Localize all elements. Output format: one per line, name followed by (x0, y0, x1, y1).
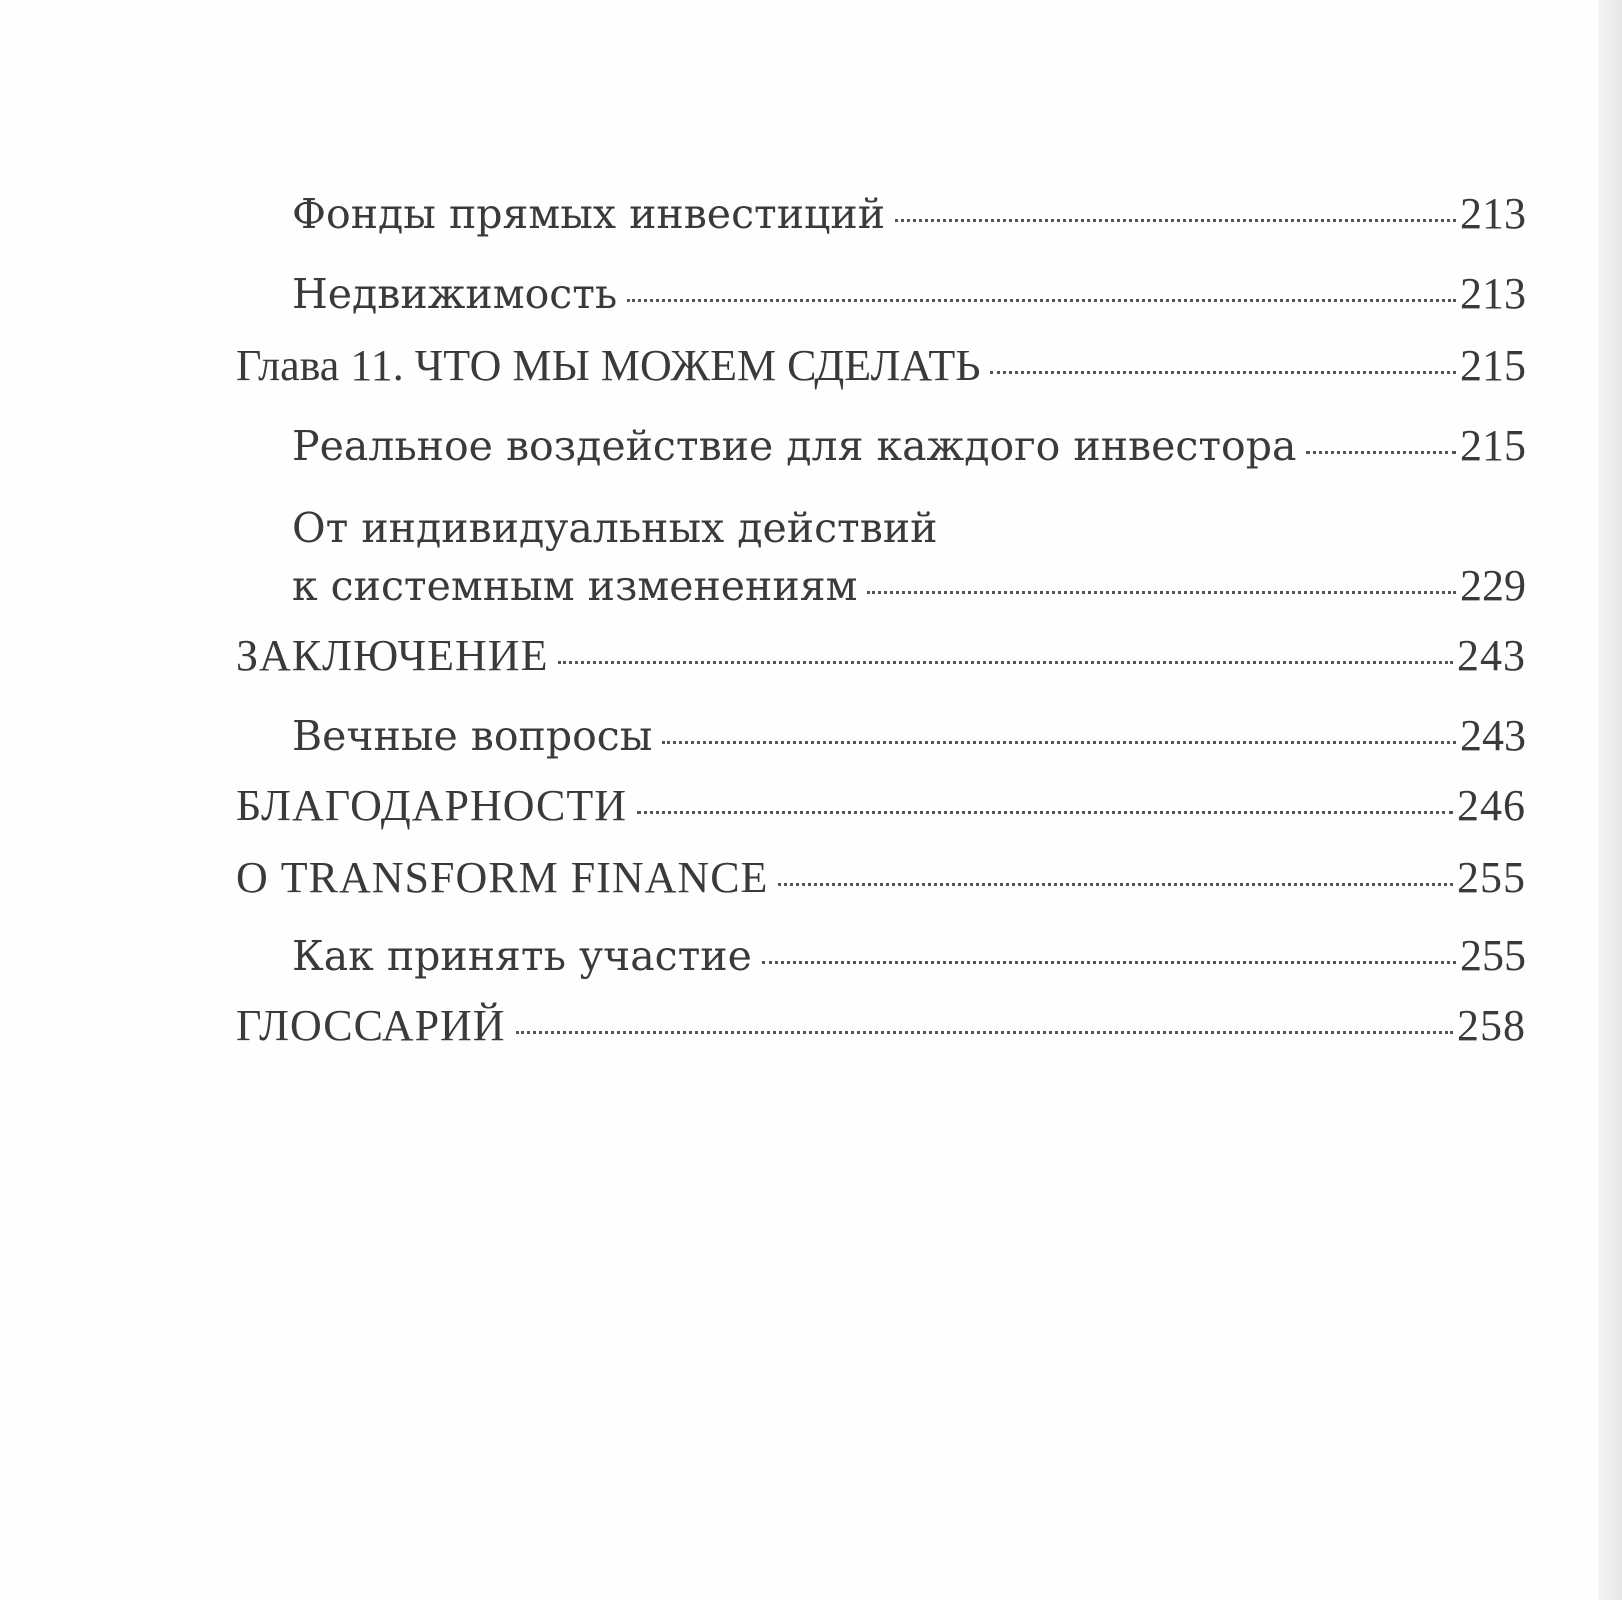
toc-entry-real-impact (292, 421, 1526, 470)
dot-leader (637, 811, 1453, 814)
toc-entry-title: Как принять участие (292, 932, 752, 980)
toc-entry-page: 255 (1460, 931, 1526, 980)
toc-entry-systemic-change (292, 561, 1526, 610)
dot-leader (1306, 451, 1456, 454)
toc-entry-title: Фонды прямых инвестиций (292, 190, 886, 238)
dot-leader (627, 299, 1456, 302)
toc-entry-page: 243 (1457, 631, 1526, 680)
dot-leader (778, 883, 1453, 886)
toc-entry-page: 243 (1460, 711, 1526, 760)
toc-entry-page: 258 (1457, 1001, 1526, 1050)
toc-entry-page: 246 (1457, 781, 1526, 830)
dot-leader (662, 741, 1456, 744)
toc-entry-title: Недвижимость (292, 270, 618, 318)
toc-entry-title: Глава 11. ЧТО МЫ МОЖЕМ СДЕЛАТЬ (236, 341, 981, 390)
toc-entry-title: ГЛОССАРИЙ (236, 1001, 506, 1050)
toc-entry-title-line1: От индивидуальных действий (292, 504, 938, 552)
toc-entry-conclusion (236, 631, 1526, 680)
toc-entry-title: БЛАГОДАРНОСТИ (236, 781, 628, 830)
toc-entry-page: 213 (1460, 189, 1526, 238)
toc-entry-page: 255 (1457, 853, 1526, 902)
toc-entry-real-estate (292, 269, 1526, 318)
dot-leader (895, 219, 1456, 222)
toc-entry-title-line2: к системным изменениям (292, 562, 858, 610)
toc-entry-page: 215 (1460, 341, 1526, 390)
dot-leader (990, 371, 1456, 374)
toc-entry-page: 215 (1460, 421, 1526, 470)
toc-entry-chapter-11 (236, 341, 1526, 390)
toc-entry-eternal-questions (292, 711, 1526, 760)
toc-entry-glossary (236, 1001, 1526, 1050)
dot-leader (762, 961, 1456, 964)
toc-entry-page: 229 (1460, 561, 1526, 610)
dot-leader (867, 591, 1456, 594)
toc-entry-title: Вечные вопросы (292, 712, 653, 760)
dot-leader (516, 1031, 1453, 1034)
toc-entry-title: О TRANSFORM FINANCE (236, 853, 769, 902)
toc-entry-private-equity (292, 189, 1526, 238)
dot-leader (558, 661, 1453, 664)
toc-entry-how-to-participate (292, 931, 1526, 980)
toc-entry-acknowledgements (236, 781, 1526, 830)
toc-entry-title: ЗАКЛЮЧЕНИЕ (236, 631, 549, 680)
toc-entry-page: 213 (1460, 269, 1526, 318)
toc-entry-title: Реальное воздействие для каждого инвестора (292, 422, 1297, 470)
toc-entry-about-transform-finance (236, 853, 1526, 902)
